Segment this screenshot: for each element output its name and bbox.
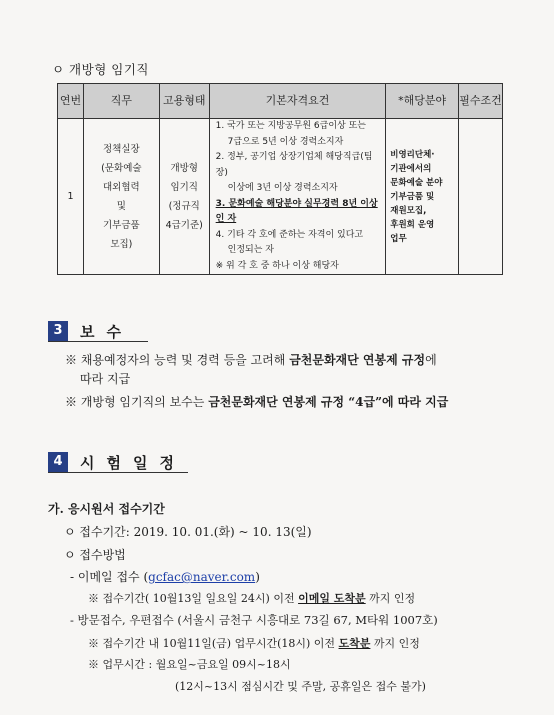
section-3-number: 3: [48, 321, 68, 341]
section-heading: ㅇ 개방형 임기직: [52, 62, 149, 77]
header-mandatory: 필수조건: [459, 84, 503, 119]
cell-mandatory: [459, 119, 503, 275]
email-application: - 이메일 접수 (gcfac@naver.com): [70, 570, 260, 584]
application-period-heading: 가. 응시원서 접수기간: [48, 502, 165, 516]
section-4-underline: [48, 472, 188, 473]
section-3-underline: [48, 341, 148, 342]
email-link[interactable]: gcfac@naver.com: [148, 570, 256, 584]
business-hours-note: (12시~13시 점심시간 및 주말, 공휴일은 접수 불가): [175, 680, 426, 693]
email-note: ※ 접수기간( 10월13일 일요일 24시) 이전 이메일 도착분 까지 인정: [88, 592, 416, 605]
section-4-number: 4: [48, 452, 68, 472]
qualification-table: [57, 83, 503, 275]
salary-line-1-cont: 따라 지급: [80, 372, 131, 386]
section-3-title: 보수: [80, 323, 133, 341]
salary-line-1: ※ 채용예정자의 능력 및 경력 등을 고려해 금천문화재단 연봉제 규정에: [65, 353, 437, 367]
cell-employment: 개방형 임기직 (정규직 4급기준): [159, 119, 209, 275]
cell-field: 비영리단체· 기관에서의 문화예술 분야 기부금품 및 재원모집, 후원회 운영 업무: [386, 119, 459, 275]
table-row: [58, 119, 503, 275]
header-field: *해당분야: [386, 84, 459, 119]
header-employment: 고용형태: [159, 84, 209, 119]
cell-requirements: 1. 국가 또는 지방공무원 6급이상 또는 7급으로 5년 이상 경력소지자 2. 정부, 공기업 상장기업체 해당직급(팀장) 이상에 3년 이상 경력소지자 3. 문화예술 해당분야 실무경력 8년 이상인 자 4. 기타 각 호에 준하는 자격이 있다고 인정되는 자 ※ 위 각 호 중 하나 이상 해당자: [209, 119, 386, 275]
application-method: ㅇ 접수방법: [64, 548, 126, 562]
application-period: ㅇ 접수기간: 2019. 10. 01.(화) ~ 10. 13(일): [64, 525, 312, 539]
visit-application: - 방문접수, 우편접수 (서울시 금천구 시흥대로 73길 67, M타워 1007호): [70, 613, 438, 627]
header-requirements: 기본자격요건: [209, 84, 386, 119]
cell-no: 1: [58, 119, 84, 275]
cell-duty: 정책실장 (문화예술 대외협력 및 기부금품 모집): [83, 119, 159, 275]
section-4-title: 시험일정: [80, 454, 186, 472]
salary-line-2: ※ 개방형 임기직의 보수는 금천문화재단 연봉제 규정 “4급”에 따라 지급: [65, 395, 449, 409]
visit-note: ※ 접수기간 내 10월11일(금) 업무시간(18시) 이전 도착분 까지 인정: [88, 637, 420, 650]
header-no: 연번: [58, 84, 84, 119]
business-hours: ※ 업무시간 : 월요일~금요일 09시~18시: [88, 658, 291, 671]
header-duty: 직무: [83, 84, 159, 119]
table-header-row: [58, 84, 503, 119]
